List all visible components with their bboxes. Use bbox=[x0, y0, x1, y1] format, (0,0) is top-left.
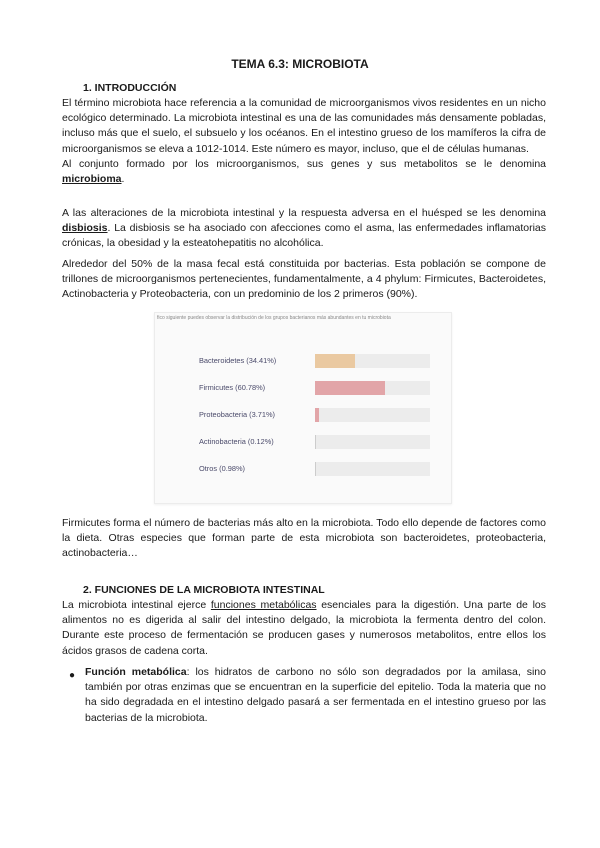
chart-bar bbox=[315, 381, 385, 395]
intro-paragraph-2-text: Al conjunto formado por los microorganismos, sus genes y sus metabolitos se le denomina bbox=[62, 157, 546, 170]
chart-caption: fico siguiente puedes observar la distribución de los grupos bacterianos más abundantes en tu microbiota bbox=[157, 315, 391, 321]
term-microbioma: microbioma bbox=[62, 173, 122, 186]
section-2-heading: 2. FUNCIONES DE LA MICROBIOTA INTESTINAL bbox=[83, 584, 325, 596]
term-disbiosis: disbiosis bbox=[62, 222, 108, 235]
chart-bar-track bbox=[315, 354, 430, 368]
chart-label: Actinobacteria (0.12%) bbox=[199, 437, 274, 446]
intro-paragraph-2-end: . bbox=[121, 173, 125, 186]
intro-paragraph-5: Firmicutes forma el número de bacterias más alto en la microbiota. Todo ello depende de factores como la dieta. Otras especies que forman parte de esta microbiota son bacteroidetes, proteobacteria, actinobacteria… bbox=[62, 517, 546, 560]
bullet-dot-icon: ● bbox=[69, 670, 76, 681]
chart-bar-track bbox=[315, 462, 430, 476]
chart-bar bbox=[315, 408, 319, 422]
chart-bar bbox=[315, 435, 316, 449]
functions-paragraph bbox=[62, 598, 546, 659]
intro-paragraph-3-end: . La disbiosis se ha asociado con afecciones como el asma, las enfermedades inflamatorias crónicas, la obesidad y la esteatohepatitis no alcohólica. bbox=[62, 222, 546, 250]
functions-paragraph-start: La microbiota intestinal ejerce bbox=[62, 599, 211, 611]
chart-label: Bacteroidetes (34.41%) bbox=[199, 356, 277, 365]
bullet-term: Función metabólica bbox=[85, 666, 187, 678]
chart-bar bbox=[315, 354, 355, 368]
functions-paragraph-end: esenciales para la digestión. Una parte de los alimentos no es digerida al salir del intestino delgado, la microbiota la fermenta dentro del colon. Durante este proceso de fermentación se producen gases y numerosos metabolitos, entre ellos los ácidos grasos de cadena corta. bbox=[62, 599, 546, 657]
bullet-text: : los hidratos de carbono no sólo son degradados por la amilasa, sino también por otras enzimas que se encuentran en la superficie del epitelio. Toda la materia que no ha sido degradada en el intestino delgado pasará a ser fermentada en el intestino grueso por las bacterias de la microbiota. bbox=[85, 666, 546, 724]
intro-paragraph-1 bbox=[62, 96, 546, 187]
intro-paragraph-1-text: El término microbiota hace referencia a la comunidad de microorganismos vivos residentes en un nicho ecológico determinado. La microbiota intestinal es una de las comunidades más densamente pobladas, incluso más que el suelo, el subsuelo y los océanos. En el intestino grueso de los mamíferos la cifra de microorganismos se eleva a 1012-1014. Este número es mayor, incluso, que el de células humanas. bbox=[62, 97, 546, 155]
page-title: TEMA 6.3: MICROBIOTA bbox=[231, 57, 369, 71]
chart-label: Otros (0.98%) bbox=[199, 464, 246, 473]
chart-bar-track bbox=[315, 435, 430, 449]
chart-bar bbox=[315, 462, 316, 476]
section-1-heading: 1. INTRODUCCIÓN bbox=[83, 82, 177, 94]
intro-paragraph-3 bbox=[62, 206, 546, 252]
microbiota-distribution-chart bbox=[154, 312, 452, 504]
intro-paragraph-3-start: A las alteraciones de la microbiota intestinal y la respuesta adversa en el huésped se les denomina bbox=[62, 207, 546, 219]
chart-label: Proteobacteria (3.71%) bbox=[199, 410, 275, 419]
chart-bar-track bbox=[315, 408, 430, 422]
chart-label: Firmicutes (60.78%) bbox=[199, 383, 266, 392]
bullet-funcion-metabolica bbox=[85, 665, 546, 726]
intro-paragraph-4: Alrededor del 50% de la masa fecal está constituida por bacterias. Esta población se compone de trillones de microorganismos pertenecientes, fundamentalmente, a 4 phylum: Firmicutes, Bacteroidetes, Actinobacteria y Proteobacteria, con un predominio de los 2 primeros (90%). bbox=[62, 258, 546, 301]
link-funciones-metabolicas: funciones metabólicas bbox=[210, 599, 317, 611]
chart-bar-track bbox=[315, 381, 430, 395]
